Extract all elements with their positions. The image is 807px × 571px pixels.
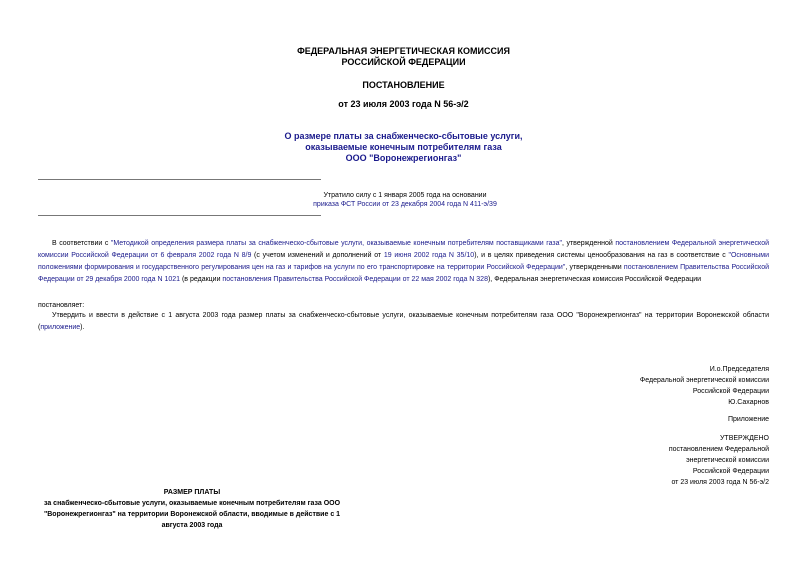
link-methodology[interactable]: "Методикой определения размера платы за снабженческо-сбытовые услуги, оказываемые конечным потребителям поставщиками газа": [110, 240, 562, 247]
text-fragment: ), и в целях приведения системы ценообразования на газ в соответствие с: [474, 252, 729, 259]
signature-block: [500, 364, 769, 408]
text-fragment: Утвердить и ввести в действие с 1 августа 2003 года размер платы за снабженческо-сбытовые услуги, оказываемые конечным потребителям газа ООО "Воронежрегионгаз" на территории Воронежской области (: [38, 312, 769, 331]
approval-line-1: постановлением Федеральной: [668, 446, 769, 453]
title-line-1: О размере платы за снабженческо-сбытовые услуги,: [284, 131, 523, 141]
org-line-2: РОССИЙСКОЙ ФЕДЕРАЦИИ: [341, 57, 466, 67]
title-line-2: оказываемые конечным потребителям газа: [305, 142, 502, 152]
divider-top: [38, 179, 321, 180]
link-amendment[interactable]: 19 июня 2002 года N 35/10: [383, 252, 475, 259]
fee-line-3: августа 2003 года: [161, 522, 223, 529]
link-government-amendment[interactable]: постановления Правительства Российской Федерации от 22 мая 2002 года N 328: [222, 276, 488, 283]
approval-title: УТВЕРЖДЕНО: [719, 435, 769, 442]
divider-bottom: [38, 215, 321, 216]
status-line: Утратило силу с 1 января 2005 года на основании: [323, 192, 487, 199]
preamble-paragraph: [38, 238, 769, 286]
link-fek-resolution[interactable]: постановлением Федеральной энергетической комиссии Российской Федерации от 6 февраля 2002 года N 8/9: [38, 240, 769, 259]
signature-line-1: И.о.Председателя: [709, 366, 769, 373]
title-line-3: ООО "Воронежрегионгаз": [345, 153, 462, 163]
fee-line-2: "Воронежрегионгаз" на территории Воронежской области, вводимые в действие с 1: [43, 511, 341, 518]
document-title: [0, 131, 807, 164]
text-fragment: (с учетом изменений и дополнений от: [251, 252, 384, 259]
fee-title: РАЗМЕР ПЛАТЫ: [163, 489, 221, 496]
org-name: [0, 46, 807, 68]
signature-line-3: Российской Федерации: [692, 388, 769, 395]
link-appendix[interactable]: приложение: [40, 324, 81, 331]
link-basic-provisions[interactable]: "Основными положениями формирования и государственного регулирования цен на газ и тарифов на услуги по его транспортировке на территории Российской Федерации": [38, 252, 769, 271]
appendix-label: Приложение: [727, 416, 769, 423]
approval-line-3: Российской Федерации: [692, 468, 769, 475]
fee-line-1: за снабженческо-сбытовые услуги, оказываемые конечным потребителям газа ООО: [43, 500, 341, 507]
resolves-label: постановляет:: [38, 302, 85, 309]
text-fragment: ).: [80, 324, 85, 331]
approval-line-4: от 23 июля 2003 года N 56-э/2: [671, 479, 769, 486]
org-line-1: ФЕДЕРАЛЬНАЯ ЭНЕРГЕТИЧЕСКАЯ КОМИССИЯ: [297, 46, 510, 56]
doc-date: от 23 июля 2003 года N 56-э/2: [338, 99, 469, 109]
link-government-resolution[interactable]: постановлением Правительства Российской Федерации от 29 декабря 2000 года N 1021: [38, 264, 769, 283]
approval-line-2: энергетической комиссии: [686, 457, 769, 464]
status-link[interactable]: приказа ФСТ России от 23 декабря 2004 года N 411-э/39: [313, 201, 497, 208]
text-fragment: (в редакции: [180, 276, 223, 283]
text-fragment: , утвержденными: [565, 264, 624, 271]
text-fragment: , утвержденной: [562, 240, 616, 247]
doc-type: ПОСТАНОВЛЕНИЕ: [362, 80, 445, 90]
status-note: [240, 191, 570, 209]
text-fragment: В соответствии с: [52, 240, 111, 247]
text-fragment: ), Федеральная энергетическая комиссия Российской Федерации: [487, 276, 702, 283]
resolution-paragraph: [38, 310, 769, 334]
signature-line-4: Ю.Сахарнов: [728, 399, 769, 406]
signature-line-2: Федеральной энергетической комиссии: [639, 377, 769, 384]
approval-block: [500, 433, 769, 488]
fee-block: [38, 487, 346, 531]
